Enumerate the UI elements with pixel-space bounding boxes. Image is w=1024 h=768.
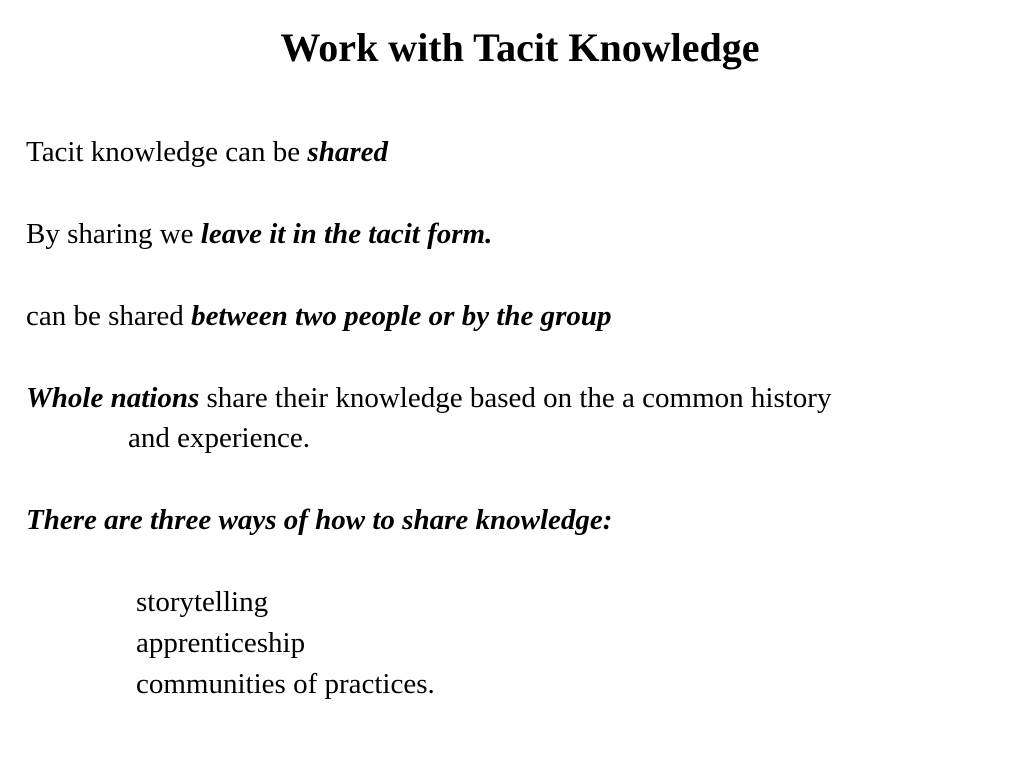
- paragraph-shared: [26, 132, 388, 172]
- list-item: communities of practices.: [136, 668, 435, 700]
- slide-title: Work with Tacit Knowledge: [280, 25, 760, 70]
- paragraph-whole-nations: [26, 378, 831, 418]
- emphasis-text: shared: [307, 136, 388, 168]
- list-item: apprenticeship: [136, 627, 306, 659]
- list-item: storytelling: [136, 586, 269, 618]
- paragraph-whole-nations-continued: and experience.: [128, 422, 310, 454]
- paragraph-text: share their knowledge based on the a common history: [199, 382, 832, 414]
- emphasis-text: leave it in the tacit form.: [200, 218, 493, 250]
- paragraph-between-people: [26, 296, 612, 336]
- paragraph-text: can be shared: [26, 300, 192, 332]
- emphasis-text: between two people or by the group: [191, 300, 612, 332]
- paragraph-text: By sharing we: [26, 218, 201, 250]
- emphasis-text: Whole nations: [26, 382, 200, 414]
- paragraph-text: Tacit knowledge can be: [26, 136, 308, 168]
- paragraph-tacit-form: [26, 214, 492, 254]
- paragraph-three-ways-heading: There are three ways of how to share knowledge:: [26, 504, 613, 536]
